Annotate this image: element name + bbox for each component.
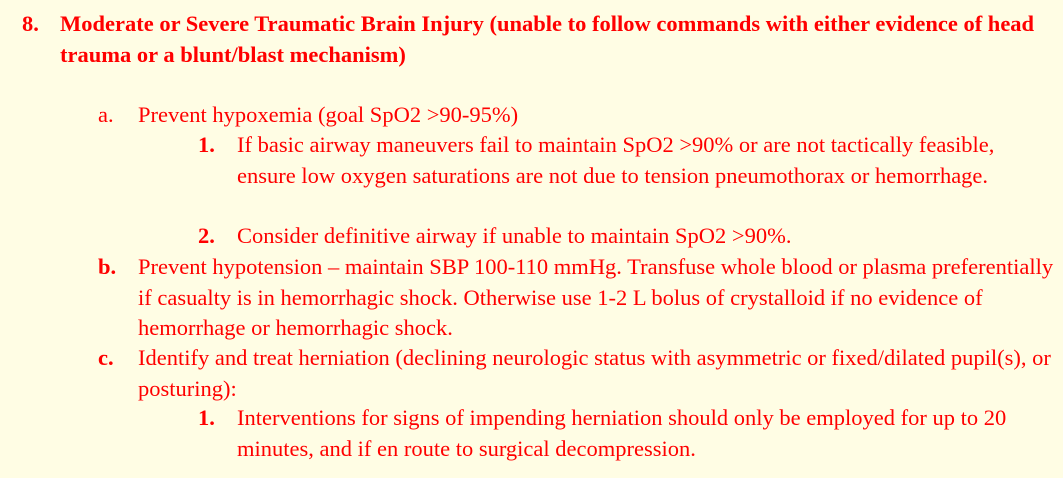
list-item-a	[98, 100, 1058, 131]
section-title: Moderate or Severe Traumatic Brain Injury (unable to follow commands with either evidence of head trauma or a blunt/blast mechanism)	[60, 11, 1035, 67]
list-item-a-2	[198, 221, 1058, 252]
list-item-c-text: Identify and treat herniation (declining neurologic status with asymmetric or fixed/dilated pupil(s), or posturing):	[138, 345, 1051, 401]
list-item-a-1-text: If basic airway maneuvers fail to maintain SpO2 >90% or are not tactically feasible, ensure low oxygen saturations are not due to tension pneumothorax or hemorrhage.	[237, 132, 995, 188]
list-item-a-1	[198, 130, 1058, 191]
list-item-b	[98, 252, 1058, 344]
list-item-a-text: Prevent hypoxemia (goal SpO2 >90-95%)	[138, 102, 519, 127]
list-item-a-2-text: Consider definitive airway if unable to maintain SpO2 >90%.	[237, 223, 792, 248]
list-marker-a-1: 1.	[198, 132, 215, 157]
list-marker-b: b.	[98, 254, 117, 279]
list-marker-c-1: 1.	[198, 405, 215, 430]
list-item-c-1	[198, 403, 1058, 464]
list-item-b-text: Prevent hypotension – maintain SBP 100-110 mmHg. Transfuse whole blood or plasma preferentially if casualty is in hemorrhagic shock. Otherwise use 1-2 L bolus of crystalloid if no evidence of hemorrhage or hemorrhagic shock.	[138, 254, 1054, 340]
section-number: 8.	[22, 11, 39, 36]
list-marker-c: c.	[98, 345, 114, 370]
list-item-c	[98, 343, 1058, 404]
list-marker-a: a.	[98, 102, 114, 127]
section-heading	[22, 8, 1057, 70]
list-marker-a-2: 2.	[198, 223, 215, 248]
list-item-c-1-text: Interventions for signs of impending herniation should only be employed for up to 20 minutes, and if en route to surgical decompression.	[237, 405, 1007, 461]
